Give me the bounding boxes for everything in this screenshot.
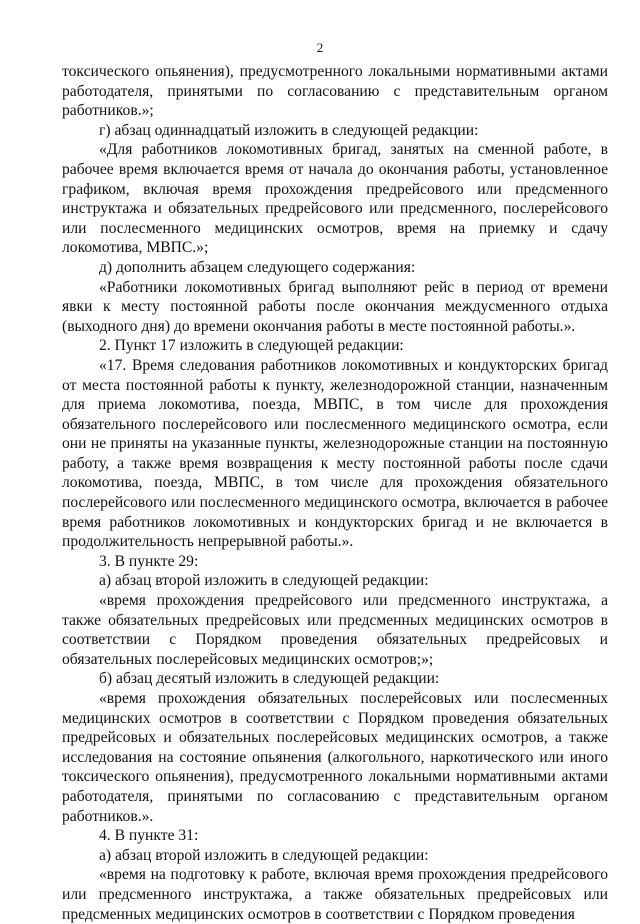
page-number: 2 xyxy=(316,40,324,55)
paragraph-quote: «Работники локомотивных бригад выполняют рейс в период от времени явки к месту постоянной работы после окончания междусменного отдыха (выходного дня) до времени окончания работы в месте постоянной работы.». xyxy=(62,278,608,335)
document-body xyxy=(62,62,608,924)
paragraph-item-4: 4. В пункте 31: xyxy=(99,827,199,845)
paragraph-quote: «время на подготовку к работе, включая время прохождения предрейсового или предсменного инструктажа, а также обязательных предрейсовых или предсменных медицинских осмотров в соответствии с Порядком проведения xyxy=(62,866,608,923)
paragraph-instruction-a: а) абзац второй изложить в следующей редакции: xyxy=(99,846,429,864)
paragraph-instruction-a: а) абзац второй изложить в следующей редакции: xyxy=(99,572,429,590)
paragraph-quote: «время прохождения обязательных послерейсовых или послесменных медицинских осмотров в соответствии с Порядком проведения обязательных предрейсовых и обязательных послерейсовых медицинских осмотров, а также исследования на состояние опьянения (алкогольного, наркотического или иного токсического опьянения), предусмотренного локальными нормативными актами работодателя, принятыми по согласованию с представительным органом работников.». xyxy=(62,690,608,825)
paragraph-continuation: токсического опьянения), предусмотренного локальными нормативными актами работодателя, принятыми по согласованию с представительным органом работников.»; xyxy=(62,63,608,120)
paragraph-instruction-g: г) абзац одиннадцатый изложить в следующей редакции: xyxy=(99,121,479,139)
paragraph-instruction-b: б) абзац десятый изложить в следующей редакции: xyxy=(99,670,440,688)
paragraph-item-3: 3. В пункте 29: xyxy=(99,552,199,570)
paragraph-instruction-d: д) дополнить абзацем следующего содержания: xyxy=(99,258,416,276)
paragraph-item-2: 2. Пункт 17 изложить в следующей редакции: xyxy=(99,337,404,355)
paragraph-quote: «время прохождения предрейсового или предсменного инструктажа, а также обязательных предрейсовых или предсменных медицинских осмотров в соответствии с Порядком проведения обязательных предрейсовых и обязательных послерейсовых медицинских осмотров;»; xyxy=(62,592,608,668)
paragraph-quote: «17. Время следования работников локомотивных и кондукторских бригад от места постоянной работы к пункту, железнодорожной станции, назначенным для приема локомотива, поезда, МВПС, в том числе для прохождения обязательного послерейсового или послесменного медицинского осмотра, если они не приняты на указанные пункты, железнодорожные станции на постоянную работу, а также время возвращения к месту постоянной работы после сдачи локомотива, поезда, МВПС, в том числе для прохождения обязательного послерейсового или послесменного медицинского осмотра, включается в рабочее время работников локомотивных и кондукторских бригад и не включается в продолжительность непрерывной работы.». xyxy=(62,356,608,551)
paragraph-quote: «Для работников локомотивных бригад, занятых на сменной работе, в рабочее время включается время от начала до окончания работы, установленное графиком, включая время прохождения предрейсового или предсменного инструктажа и обязательных предрейсового или предсменного, послерейсового или послесменного медицинских осмотров, время на приемку и сдачу локомотива, МВПС.»; xyxy=(62,141,608,257)
